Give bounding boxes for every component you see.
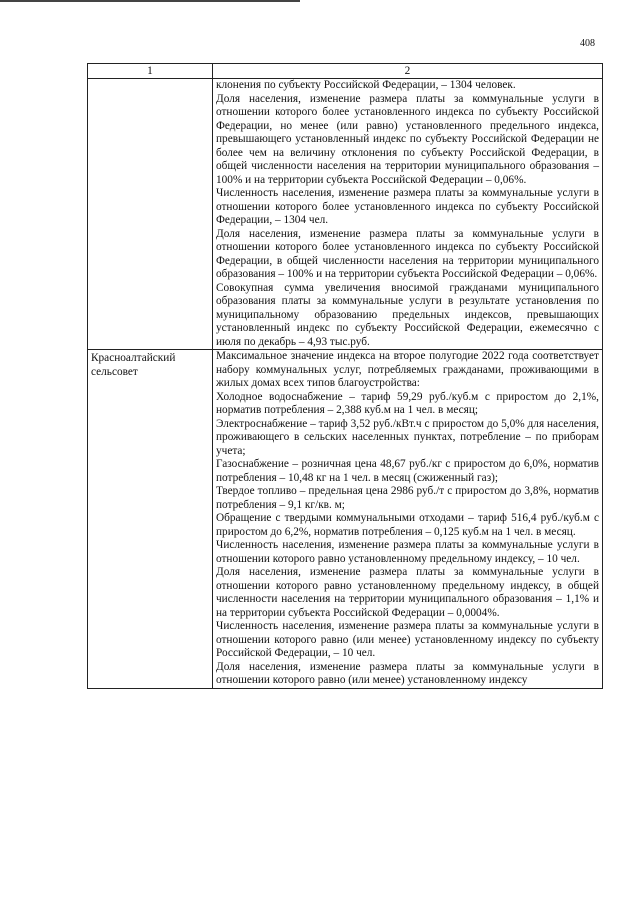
- top-rule: [0, 0, 300, 2]
- paragraph: Совокупная сумма увеличения вносимой гражданами муниципального образования платы за коммунальные услуги в результате установления по муниципальному образованию предельных индексов, превышающих установленный индекс по субъекту Российской Федерации, ежемесячно с июля по декабрь – 4,93 тыс.руб.: [216, 281, 599, 348]
- header-col-1: 1: [88, 64, 213, 79]
- table-header-row: [88, 64, 603, 79]
- municipality-cell: Красноалтайский сельсовет: [88, 350, 213, 689]
- table-row: [88, 350, 603, 689]
- paragraph: Доля населения, изменение размера платы за коммунальные услуги в отношении которого равно установленному предельному индексу, в общей численности населения на территории муниципального образования – 1,1% и на территории субъекта Российской Федерации – 0,0004%.: [216, 566, 599, 619]
- paragraph: Численность населения, изменение размера платы за коммунальные услуги в отношении которого равно (или менее) установленному индексу по субъекту Российской Федерации, – 10 чел.: [216, 620, 599, 659]
- municipality-cell: [88, 79, 213, 350]
- paragraph: Обращение с твердыми коммунальными отходами – тариф 516,4 руб./куб.м с приростом до 6,2%, норматив потребления – 0,125 куб.м на 1 чел. в месяц.: [216, 512, 599, 538]
- table-row: [88, 79, 603, 350]
- description-cell: [213, 350, 603, 689]
- paragraph: Газоснабжение – розничная цена 48,67 руб./кг с приростом до 6,0%, норматив потребления – 10,48 кг на 1 чел. в месяц (сжиженный газ);: [216, 458, 599, 484]
- paragraph: Доля населения, изменение размера платы за коммунальные услуги в отношении которого равно (или менее) установленному индексу: [216, 660, 599, 686]
- paragraph: Численность населения, изменение размера платы за коммунальные услуги в отношении которого более установленного индекса по субъекту Российской Федерации, – 1304 чел.: [216, 187, 599, 226]
- paragraph: клонения по субъекту Российской Федерации, – 1304 человек.: [216, 79, 516, 91]
- paragraph: Твердое топливо – предельная цена 2986 руб./т с приростом до 3,8%, норматив потребления – 9,1 кг/кв. м;: [216, 485, 599, 511]
- description-cell: [213, 79, 603, 350]
- index-table: [87, 63, 603, 689]
- paragraph: Электроснабжение – тариф 3,52 руб./кВт.ч с приростом до 5,0% для населения, проживающего в сельских населенных пунктах, потребление – по приборам учета;: [216, 417, 599, 457]
- paragraph: Численность населения, изменение размера платы за коммунальные услуги в отношении которого равно установленному предельному индексу, – 10 чел.: [216, 539, 599, 565]
- header-col-2: 2: [213, 64, 603, 79]
- paragraph: Доля населения, изменение размера платы за коммунальные услуги в отношении которого более установленного индекса по субъекту Российской Федерации, в общей численности населения на территории муниципального образования – 100% и на территории субъекта Российской Федерации – 0,06%.: [216, 227, 599, 280]
- paragraph: Доля населения, изменение размера платы за коммунальные услуги в отношении которого более установленного индекса по субъекту Российской Федерации, но менее (или равно) установленного предельного индекса, превышающего установленный индекс по субъекту Российской Федерации не более чем на величину отклонения по субъекту Российской Федерации, в общей численности населения на территории муниципального образования – 100% и на территории субъекта Российской Федерации – 0,06%.: [216, 92, 599, 186]
- page-number: 408: [580, 38, 595, 49]
- paragraph: Холодное водоснабжение – тариф 59,29 руб./куб.м с приростом до 2,1%, норматив потребления – 2,388 куб.м на 1 чел. в месяц;: [216, 390, 599, 416]
- paragraph: Максимальное значение индекса на второе полугодие 2022 года соответствует набору коммунальных услуг, потребляемых гражданами, проживающими в жилых домах всех типов благоустройства:: [216, 350, 599, 389]
